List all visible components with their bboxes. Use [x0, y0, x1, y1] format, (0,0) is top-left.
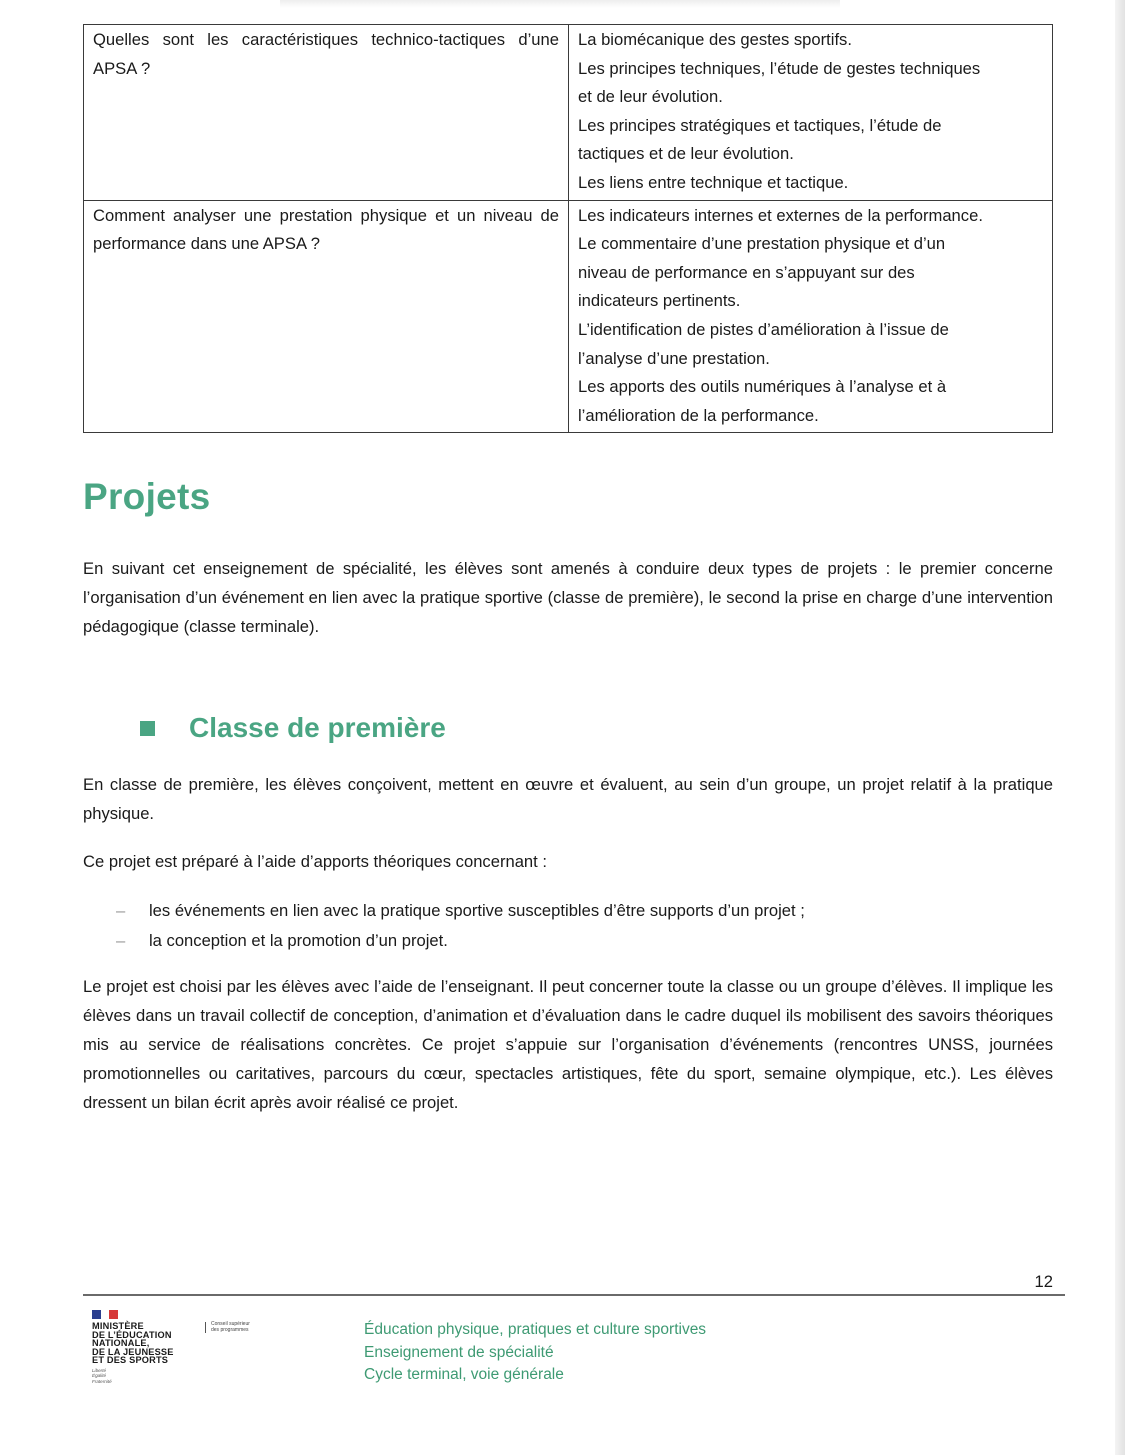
dash-bullet-icon: – [116, 931, 126, 950]
subsection-heading [140, 712, 446, 744]
answer-line: Le commentaire d’une prestation physique et d’un [578, 234, 946, 254]
footer-line-cycle: Cycle terminal, voie générale [364, 1366, 564, 1383]
answer-line: niveau de performance en s’appuyant sur des [578, 262, 915, 282]
list-item [83, 896, 1053, 926]
answer-line: indicateurs pertinents. [578, 291, 741, 311]
table-row [84, 200, 1053, 433]
footer-divider [83, 1294, 1065, 1296]
premiere-bullet-list [83, 896, 1053, 956]
table-question-cell: Comment analyser une prestation physique et un niveau de performance dans une APSA ? [84, 200, 569, 433]
premiere-paragraph-1: En classe de première, les élèves conçoivent, mettent en œuvre et évaluent, au sein d’un groupe, un projet relatif à la pratique physique. [83, 775, 1053, 823]
ministry-name: MINISTÈRE DE L’ÉDUCATION NATIONALE, DE LA JEUNESSE ET DES SPORTS [92, 1321, 174, 1366]
section-title-projets: Projets [83, 476, 211, 517]
answer-line: tactiques et de leur évolution. [578, 144, 794, 164]
dash-bullet-icon: – [116, 901, 126, 920]
ministry-logo [92, 1310, 202, 1384]
projets-intro-paragraph: En suivant cet enseignement de spécialité, les élèves sont amenés à conduire deux types de projets : le premier concerne l’organisation d’un événement en lien avec la pratique sportive (classe de première), le second la prise en charge d’une intervention pédagogique (classe terminale). [83, 559, 1053, 636]
answer-line: La biomécanique des gestes sportifs. [578, 30, 852, 49]
answer-line: Les principes techniques, l’étude de gestes techniques [578, 58, 981, 78]
answer-line: Les apports des outils numériques à l’analyse et à [578, 377, 947, 397]
footer-line-subject: Éducation physique, pratiques et culture sportives [364, 1321, 707, 1338]
table-question-cell: Quelles sont les caractéristiques technico-tactiques d’une APSA ? [84, 25, 569, 201]
answer-line: et de leur évolution. [578, 87, 723, 107]
answer-line: Les indicateurs internes et externes de la performance. [578, 205, 983, 225]
answer-line: l’amélioration de la performance. [578, 405, 819, 425]
list-item-text: les événements en lien avec la pratique sportive susceptibles d’être supports d’un projet ; [149, 901, 805, 920]
competency-table [83, 24, 1053, 433]
list-item-text: la conception et la promotion d’un projet. [149, 931, 448, 950]
table-row [84, 25, 1053, 201]
footer-program-info [364, 1319, 706, 1387]
page-edge [1115, 0, 1125, 1455]
answer-line: Les liens entre technique et tactique. [578, 172, 849, 192]
answer-line: l’analyse d’une prestation. [578, 348, 770, 368]
council-logo-text: Conseil supérieur des programmes [205, 1322, 291, 1333]
table-answer-cell [569, 25, 1053, 201]
republic-motto: Liberté Égalité Fraternité [92, 1367, 112, 1384]
subsection-title-premiere: Classe de première [189, 712, 446, 743]
footer-line-type: Enseignement de spécialité [364, 1343, 554, 1361]
answer-line: L’identification de pistes d’amélioration à l’issue de [578, 319, 949, 339]
premiere-paragraph-2: Ce projet est préparé à l’aide d’apports théoriques concernant : [83, 852, 547, 871]
french-flag-icon [92, 1310, 118, 1319]
table-answer-cell [569, 200, 1053, 433]
premiere-paragraph-3: Le projet est choisi par les élèves avec l’aide de l’enseignant. Il peut concerner toute la classe ou un groupe d’élèves. Il implique les élèves dans un travail collectif de conception, d’animation et d’évaluation dans le cadre duquel ils mobilisent des savoirs théoriques mis au service de réalisations concrètes. Ce projet s’appuie sur l’organisation d’événements (rencontres UNSS, journées promotionnelles ou caritatives, parcours du cœur, spectacles artistiques, fête du sport, semaine olympique, etc.). Les élèves dressent un bilan écrit après avoir réalisé ce projet. [83, 977, 1053, 1112]
answer-line: Les principes stratégiques et tactiques, l’étude de [578, 115, 942, 135]
list-item [83, 926, 1053, 956]
square-bullet-icon [140, 721, 155, 736]
page-number: 12 [1034, 1272, 1053, 1291]
page-top-shadow [280, 0, 840, 8]
